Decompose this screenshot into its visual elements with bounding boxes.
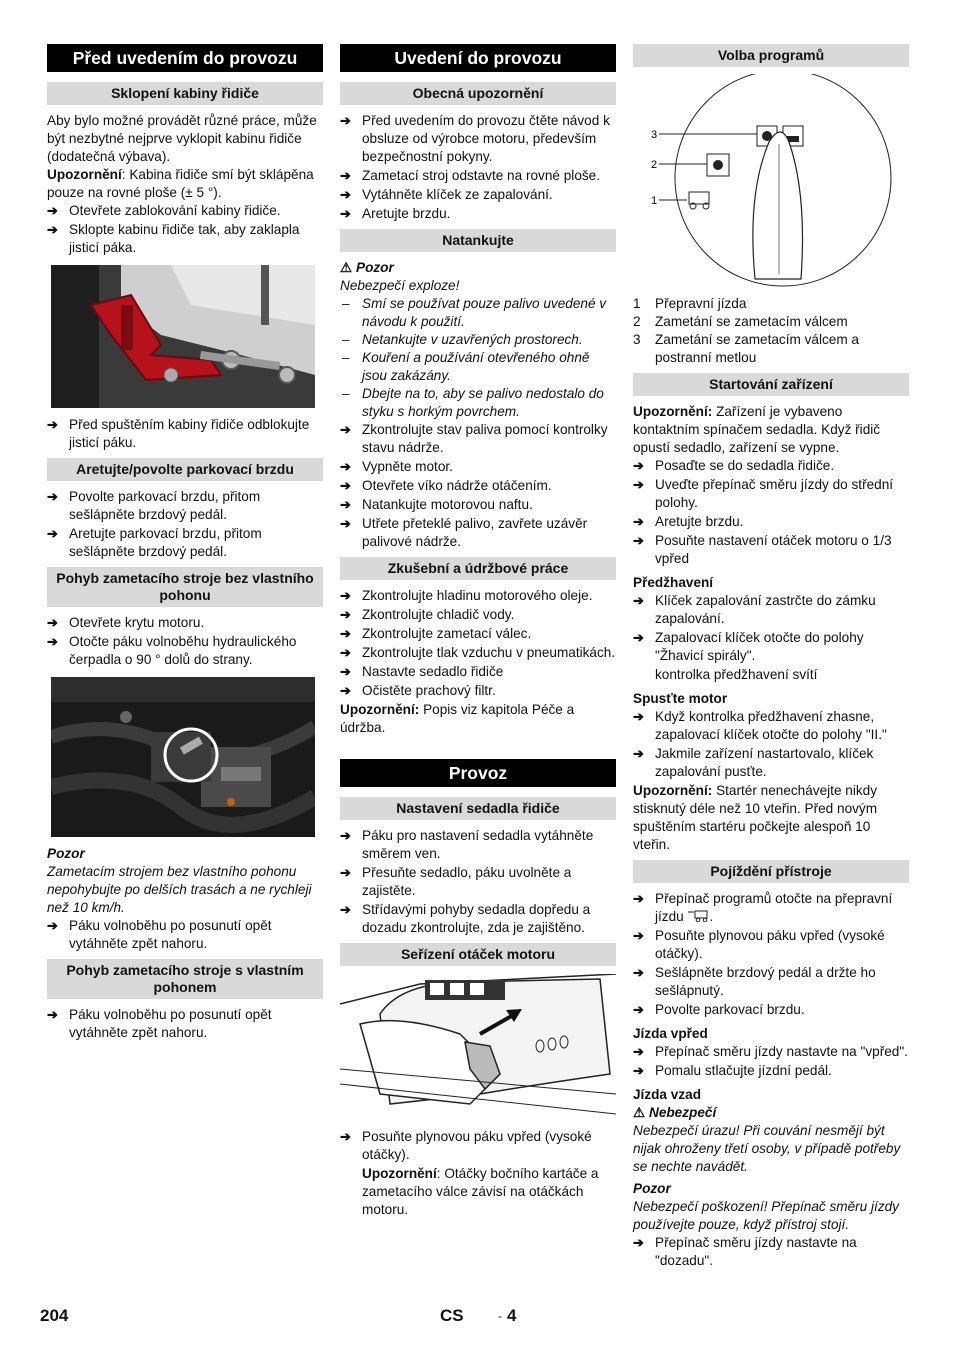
callout-2: 2 [651, 159, 658, 171]
danger-label: ⚠ Nebezpečí [633, 1105, 717, 1120]
list-item: ➔ Zkontrolujte tlak vzduchu v pneumatikách. [340, 644, 616, 662]
list-item: ➔ Natankujte motorovou naftu. [340, 496, 616, 514]
paragraph: Aby bylo možné provádět různé práce, může být nezbytné nejprve vyklopit kabinu řidiče (dodatečná výbava). [47, 113, 317, 164]
list-item: ➔ Před spuštěním kabiny řidiče odblokujte jisticí páku. [47, 416, 323, 452]
list-item: ➔ Když kontrolka předžhavení zhasne, zapalovací klíček otočte do polohy "II." [633, 708, 909, 744]
list-item: ➔ Přepínač směru jízdy nastavte na "dozadu". [633, 1234, 909, 1270]
subheading: Předžhavení [633, 575, 714, 590]
paragraph: kontrolka předžhavení svítí [655, 667, 818, 682]
caution-text: Nebezpečí exploze! [340, 278, 460, 293]
list-item: ➔ Páku pro nastavení sedadla vytáhněte směrem ven. [340, 827, 616, 863]
list-item: ➔ Nastavte sedadlo řidiče [340, 663, 616, 681]
list-item: ➔ Zkontrolujte chladič vody. [340, 606, 616, 624]
page-number: 204 [40, 1306, 69, 1325]
subsection-heading: Volba programů [633, 44, 909, 67]
column-1 [47, 44, 323, 1043]
caution-text: Zametacím strojem bez vlastního pohonu nepohybujte po delších trasách a ne rychleji než 10 km/h. [47, 864, 312, 915]
callout-3: 3 [651, 129, 658, 141]
warning-triangle-icon: ⚠ [633, 1105, 646, 1120]
list-item: ➔ Přesuňte sedadlo, páku uvolněte a zajistěte. [340, 864, 616, 900]
legend-item: 3 Zametání se zametacím válcem a postranní metlou [633, 332, 859, 365]
list-item: ➔ Otevřete zablokování kabiny řidiče. [47, 202, 323, 220]
subsection-heading: Sklopení kabiny řidiče [47, 82, 323, 105]
list-item: ➔ Aretujte parkovací brzdu, přitom sešlápněte brzdový pedál. [47, 525, 323, 561]
legend-item: 1 Přepravní jízda [633, 296, 747, 311]
subheading: Spusťte motor [633, 691, 728, 706]
cab-lock-photo [51, 265, 315, 408]
note: Upozornění: Zařízení je vybaveno kontaktním spínačem sedadla. Když řidič opustí sedadlo, zařízení se vypne. [633, 404, 881, 455]
program-selector-diagram [633, 74, 909, 289]
list-item: ➔ Zapalovací klíček otočte do polohy "Žhavicí spirály". [633, 629, 909, 665]
danger-text: Nebezpečí úrazu! Při couvání nesmějí být nijak ohroženy třetí osoby, v případě potřeby se nechte navádět. [633, 1123, 901, 1174]
list-item: ➔ Vytáhněte klíček ze zapalování. [340, 186, 616, 204]
list-item: ➔ Přepínač směru jízdy nastavte na "vpřed". [633, 1043, 909, 1061]
list-item: ➔ Páku volnoběhu po posunutí opět vytáhněte zpět nahoru. [47, 917, 323, 953]
list-item: ➔ Zkontrolujte zametací válec. [340, 625, 616, 643]
list-item: ➔ Zkontrolujte stav paliva pomocí kontrolky stavu nádrže. [340, 421, 616, 457]
list-item: ➔ Uveďte přepínač směru jízdy do střední polohy. [633, 476, 909, 512]
caution-text: Nebezpečí poškození! Přepínač směru jízdy používejte pouze, když přístroj stojí. [633, 1199, 899, 1232]
list-item: ➔ Sešlápněte brzdový pedál a držte ho sešlápnutý. [633, 964, 909, 1000]
list-item: – Smí se používat pouze palivo uvedené v návodu k použití. [340, 295, 616, 331]
subsection-heading: Startování zařízení [633, 373, 909, 396]
subsection-heading: Pojíždění přístroje [633, 860, 909, 883]
section-page-number: 4 [507, 1306, 517, 1325]
sweep-roller-icon [707, 154, 729, 176]
column-3 [633, 44, 909, 1271]
list-item: – Dbejte na to, aby se palivo nedostalo do styku s horkým povrchem. [340, 385, 616, 421]
warning-triangle-icon: ⚠ [340, 260, 353, 275]
transport-drive-icon [688, 910, 710, 922]
subheading: Jízda vzad [633, 1087, 701, 1102]
list-item: ➔ Otevřete krytu motoru. [47, 614, 323, 632]
list-item: ➔ Povolte parkovací brzdu. [633, 1001, 909, 1019]
subsection-heading: Obecná upozornění [340, 82, 616, 105]
list-item: ➔ Klíček zapalování zastrčte do zámku zapalování. [633, 592, 909, 628]
list-item: ➔ Posuňte nastavení otáček motoru o 1/3 vpřed [633, 532, 909, 568]
section-title: Uvedení do provozu [340, 44, 616, 72]
list-item: ➔ Posuňte plynovou páku vpřed (vysoké otáčky). [633, 927, 909, 963]
subsection-heading: Seřízení otáček motoru [340, 943, 616, 966]
list-item: – Netankujte v uzavřených prostorech. [340, 331, 616, 349]
list-item: ➔ Před uvedením do provozu čtěte návod k obsluze od výrobce motoru, především bezpečnostní pokyny. [340, 112, 616, 166]
list-item: ➔ Aretujte brzdu. [633, 513, 909, 531]
list-item: ➔ Povolte parkovací brzdu, přitom sešlápněte brzdový pedál. [47, 488, 323, 524]
list-item: ➔ Střídavými pohyby sedadla dopředu a dozadu zkontrolujte, zda je zajištěno. [340, 901, 616, 937]
callout-1: 1 [651, 195, 658, 207]
list-item: ➔ Utřete přeteklé palivo, zavřete uzávěr palivové nádrže. [340, 515, 616, 551]
throttle-lever-drawing [340, 974, 616, 1120]
section-title: Provoz [340, 759, 616, 787]
list-item: ➔ Otočte páku volnoběhu hydraulického čerpadla o 90 ° dolů do strany. [47, 633, 323, 669]
list-item: ➔ Zkontrolujte hladinu motorového oleje. [340, 587, 616, 605]
list-item: ➔ Posaďte se do sedadla řidiče. [633, 457, 909, 475]
subsection-heading: Nastavení sedadla řidiče [340, 797, 616, 820]
list-item: ➔ Posuňte plynovou páku vpřed (vysoké otáčky). [340, 1128, 616, 1164]
list-item: ➔ Páku volnoběhu po posunutí opět vytáhněte zpět nahoru. [47, 1006, 323, 1042]
note: Upozornění: Startér nenechávejte nikdy stisknutý déle než 10 vteřin. Před novým spuštěním startéru počkejte alespoň 10 vteřin. [633, 783, 878, 852]
list-item: ➔ Očistěte prachový filtr. [340, 682, 616, 700]
list-item: ➔ Jakmile zařízení nastartovalo, klíček zapalování pusťte. [633, 745, 909, 781]
hydraulic-pump-photo [51, 677, 315, 837]
section-title: Před uvedením do provozu [47, 44, 323, 72]
subsection-heading: Zkušební a údržbové práce [340, 557, 616, 580]
language-code: CS [440, 1306, 464, 1325]
legend-item: 2 Zametání se zametacím válcem [633, 314, 848, 329]
subsection-heading: Aretujte/povolte parkovací brzdu [47, 458, 323, 481]
list-item: ➔ Pomalu stlačujte jízdní pedál. [633, 1062, 909, 1080]
footer-separator: - [498, 1309, 502, 1323]
note: Upozornění: Kabina řidiče smí být sklápěna pouze na rovné ploše (± 5 °). [47, 167, 314, 200]
list-item: ➔ Sklopte kabinu řidiče tak, aby zaklapla jisticí páka. [47, 221, 323, 257]
column-2 [340, 44, 616, 1219]
subheading: Jízda vpřed [633, 1026, 708, 1041]
list-item: ➔ Přepínač programů otočte na přepravní jízdu . [633, 890, 909, 926]
note: Upozornění: Otáčky bočního kartáče a zametacího válce závisí na otáčkách motoru. [362, 1166, 599, 1217]
list-item: ➔ Zametací stroj odstavte na rovné ploše. [340, 167, 616, 185]
subsection-heading: Pohyb zametacího stroje bez vlastního pohonu [47, 567, 323, 607]
list-item: ➔ Otevřete víko nádrže otáčením. [340, 477, 616, 495]
list-item: ➔ Vypněte motor. [340, 458, 616, 476]
list-item: ➔ Aretujte brzdu. [340, 205, 616, 223]
caution-label: ⚠ Pozor [340, 260, 394, 275]
subsection-heading: Natankujte [340, 229, 616, 252]
note: Upozornění: Popis viz kapitola Péče a údržba. [340, 702, 575, 735]
list-item: – Kouření a používání otevřeného ohně jsou zakázány. [340, 349, 616, 385]
caution-label: Pozor [47, 846, 85, 861]
subsection-heading: Pohyb zametacího stroje s vlastním pohonem [47, 959, 323, 999]
caution-label: Pozor [633, 1181, 671, 1196]
